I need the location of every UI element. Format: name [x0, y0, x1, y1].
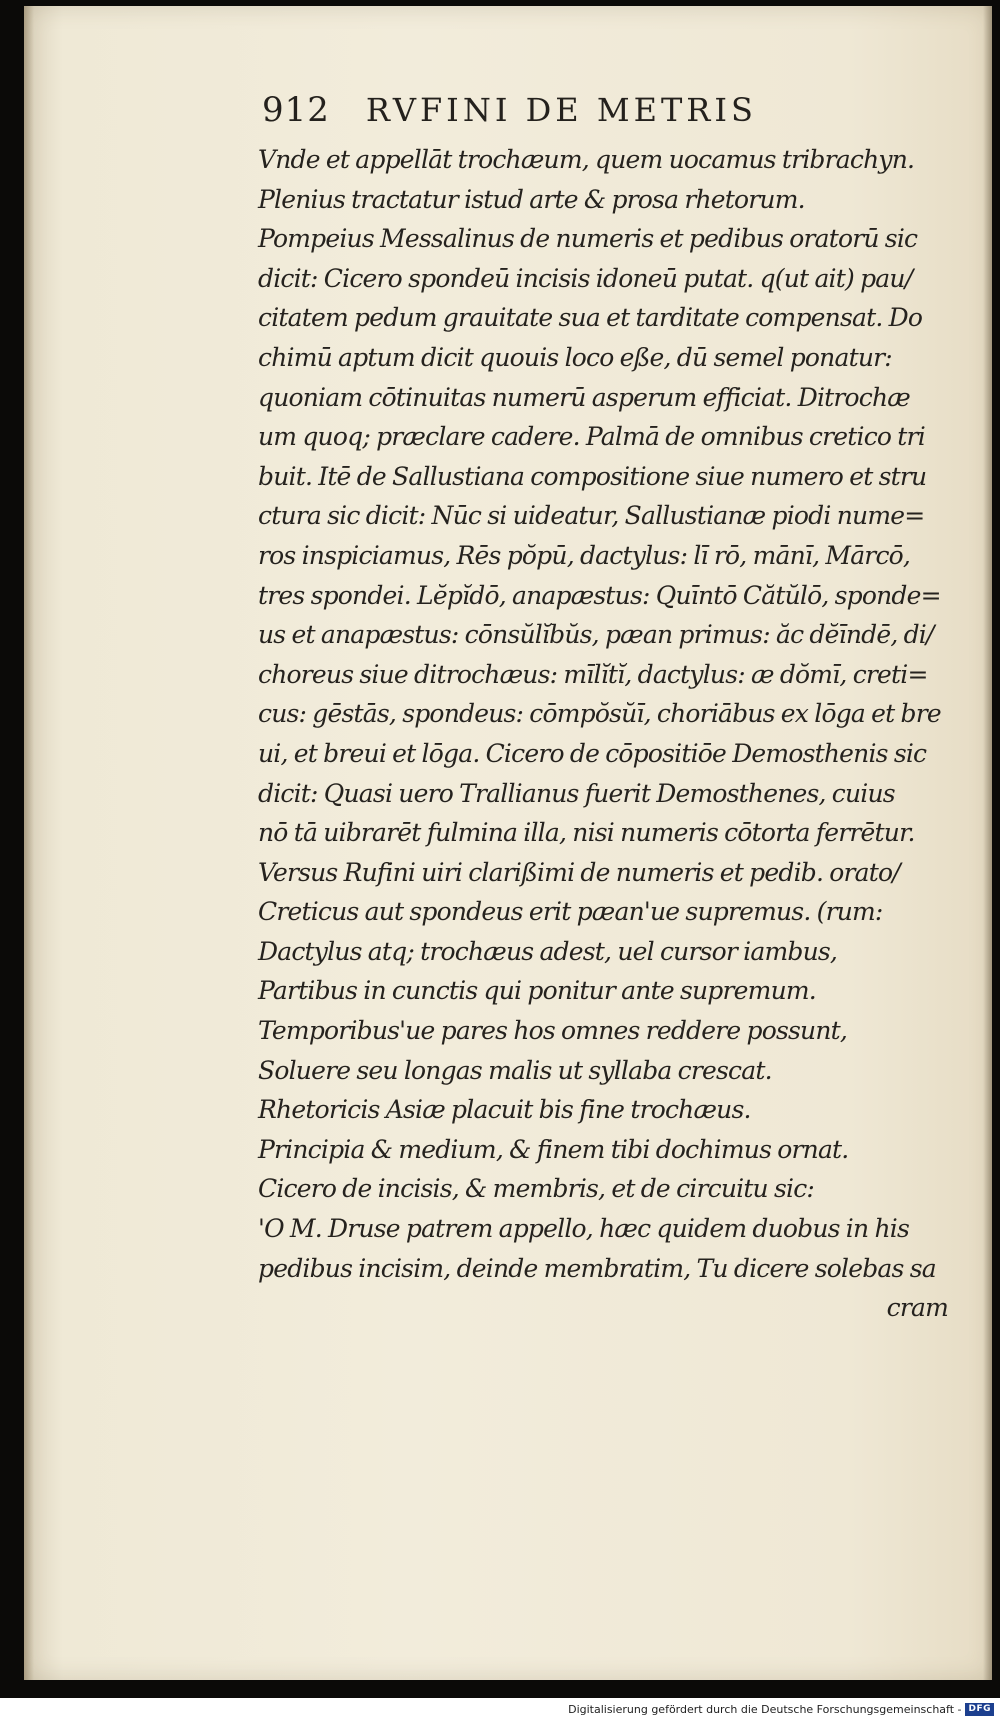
body-text: [258, 140, 958, 1328]
page-number: 912: [262, 90, 330, 130]
text-line: Creticus aut spondeus erit pæan'ue supremus. (rum:: [258, 897, 883, 927]
catchword: cram: [886, 1293, 948, 1323]
text-line: buit. Itē de Sallustiana compositione siue numero et stru: [258, 461, 927, 491]
text-line: Partibus in cunctis qui ponitur ante supremum.: [258, 976, 816, 1006]
text-line: tres spondei. Lĕpĭdō, anapæstus: Quīntō Cătŭlō, sponde=: [258, 580, 941, 610]
text-line: Dactylus atq; trochæus adest, uel cursor iambus,: [258, 936, 838, 966]
text-line: citatem pedum grauitate sua et tarditate compensat. Do: [258, 303, 923, 333]
dfg-logo-icon: DFG: [965, 1703, 994, 1716]
text-line: cus: gēstās, spondeus: cōmpŏsŭī, choriābus ex lōga et bre: [258, 699, 941, 729]
text-line: dicit: Quasi uero Trallianus fuerit Demosthenes, cuius: [258, 778, 895, 808]
text-line: Pompeius Messalinus de numeris et pedibus oratorū sic: [258, 224, 918, 254]
page-shadow-left: [24, 6, 34, 1680]
digitization-credit-bar: [0, 1698, 1000, 1721]
text-line: Soluere seu longas malis ut syllaba crescat.: [258, 1055, 772, 1085]
text-line: um quoq; præclare cadere. Palmā de omnibus cretico tri: [258, 422, 925, 452]
running-head: [262, 90, 822, 136]
text-line: ui, et breui et lōga. Cicero de cōpositiōe Demosthenis sic: [258, 738, 927, 768]
text-line: Versus Rufini uiri clarißimi de numeris et pedib. orato/: [258, 857, 900, 887]
text-line: Principia & medium, & finem tibi dochimus ornat.: [258, 1134, 849, 1164]
text-line: Temporibus'ue pares hos omnes reddere possunt,: [258, 1016, 848, 1046]
text-line: pedibus incisim, deinde membratim, Tu dicere solebas sa: [258, 1253, 936, 1283]
page-shadow-right: [983, 6, 992, 1680]
text-line: Vnde et appellāt trochæum, quem uocamus tribrachyn.: [258, 145, 915, 174]
text-line: choreus siue ditrochæus: mīlĭtĭ, dactylus: æ dŏmī, creti=: [258, 659, 928, 689]
text-line: Cicero de incisis, & membris, et de circuitu sic:: [258, 1174, 815, 1204]
text-line: nō tā uibrarēt fulmina illa, nisi numeris cōtorta ferrētur.: [258, 818, 915, 848]
text-line: quoniam cōtinuitas numerū asperum efficiat. Ditrochæ: [258, 382, 910, 412]
text-line: ctura sic dicit: Nūc si uideatur, Sallustianæ piodi nume=: [258, 501, 925, 531]
text-line: 'O M. Druse patrem appello, hæc quidem duobus in his: [258, 1214, 909, 1244]
running-title: RVFINI DE METRIS: [365, 91, 757, 129]
text-line: chimū aptum dicit quouis loco eße, dū semel ponatur:: [258, 342, 892, 372]
digitization-credit-text: Digitalisierung gefördert durch die Deutsche Forschungsgemeinschaft -: [568, 1703, 962, 1716]
text-line: us et anapæstus: cōnsŭlĭbŭs, pæan primus: ăc dĕīndē, di/: [258, 620, 934, 650]
text-line: Plenius tractatur istud arte & prosa rhetorum.: [258, 184, 805, 214]
text-line: dicit: Cicero spondeū incisis idoneū putat. q(ut ait) pau/: [258, 263, 913, 293]
text-line: Rhetoricis Asiæ placuit bis fine trochæus.: [258, 1095, 751, 1125]
text-line: ros inspiciamus, Rēs pŏpū, dactylus: lī rō, mānī, Mārcō,: [258, 540, 911, 570]
